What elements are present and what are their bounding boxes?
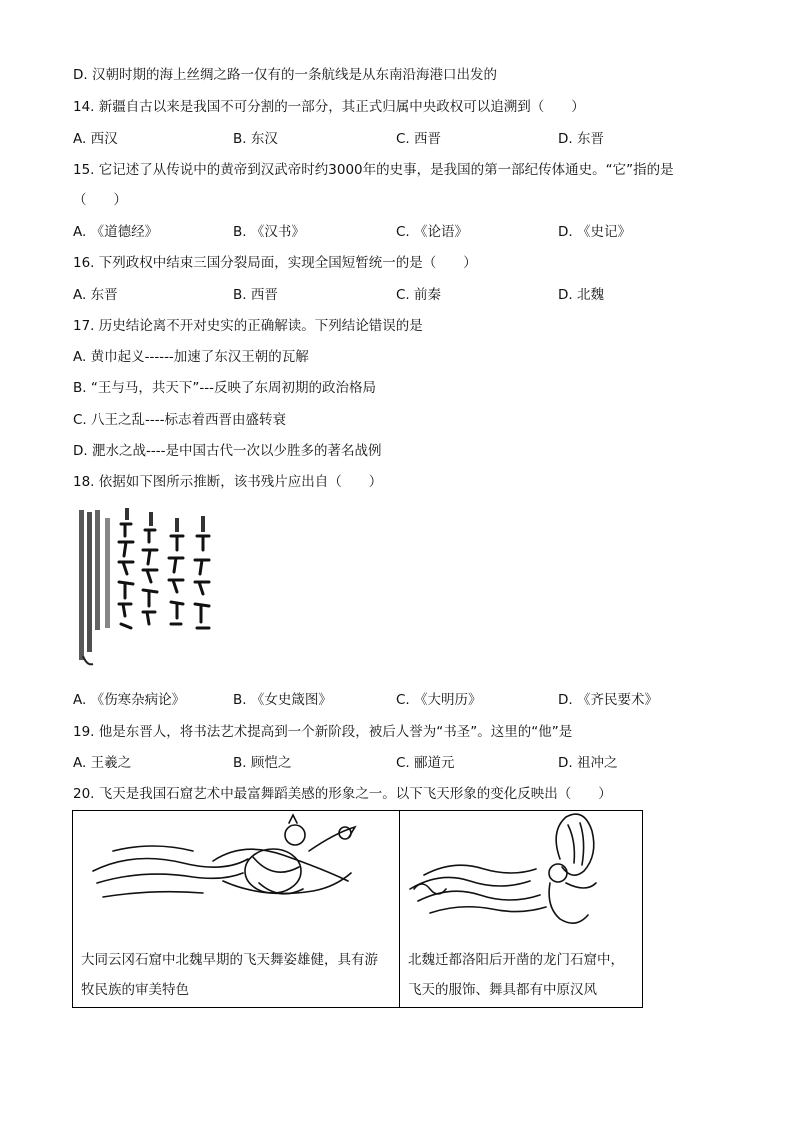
q18-option-a: A. 《伤寒杂病论》 [73, 692, 186, 708]
q19-option-c: C. 郦道元 [396, 755, 455, 771]
table-cell-yungang [73, 811, 400, 1007]
q19-options [73, 753, 713, 773]
q19-stem: 19. 他是东晋人，将书法艺术提高到一个新阶段，被后人誉为“书圣”。这里的“他”是 [73, 724, 573, 740]
q18-option-c: C. 《大明历》 [396, 692, 482, 708]
q14-options [73, 129, 713, 149]
q17-option-d: D. 淝水之战----是中国古代一次以少胜多的著名战例 [73, 443, 382, 459]
flying-apsaras-table [72, 810, 643, 1008]
q16-option-b: B. 西晋 [233, 287, 278, 303]
q18-option-b: B. 《女史箴图》 [233, 692, 332, 708]
longmen-apsara-drawing [400, 811, 642, 941]
q16-stem: 16. 下列政权中结束三国分裂局面，实现全国短暂统一的是（ ） [73, 255, 477, 271]
q16-option-d: D. 北魏 [558, 287, 604, 303]
longmen-caption: 北魏迁都洛阳后开凿的龙门石窟中，飞天的服饰、舞具都有中原汉风 [408, 952, 624, 998]
q15-option-b: B. 《汉书》 [233, 224, 305, 240]
q19-option-b: B. 顾恺之 [233, 755, 292, 771]
book-fragment-drawing [73, 506, 223, 676]
q17-option-b: B. “王与马，共天下”---反映了东周初期的政治格局 [73, 380, 376, 396]
q17-option-c: C. 八王之乱----标志着西晋由盛转衰 [73, 412, 286, 428]
q15-option-a: A. 《道德经》 [73, 224, 159, 240]
yungang-caption: 大同云冈石窟中北魏早期的飞天舞姿雄健，具有游牧民族的审美特色 [81, 952, 378, 998]
q17-stem: 17. 历史结论离不开对史实的正确解读。下列结论错误的是 [73, 318, 423, 334]
q18-option-d: D. 《齐民要术》 [558, 692, 658, 708]
q18-options [73, 690, 713, 710]
q16-option-c: C. 前秦 [396, 287, 442, 303]
q16-option-a: A. 东晋 [73, 287, 118, 303]
q16-options [73, 285, 713, 305]
fragment-headers [125, 508, 205, 532]
q15-options [73, 222, 713, 242]
table-cell-longmen [400, 811, 642, 1007]
q14-option-c: C. 西晋 [396, 131, 442, 147]
q15-option-d: D. 《史记》 [558, 224, 631, 240]
q13-option-d: D. 汉朝时期的海上丝绸之路一仅有的一条航线是从东南沿海港口出发的 [73, 67, 497, 83]
q15-stem: 15. 它记述了从传说中的黄帝到汉武帝时约3000年的史事，是我国的第一部纪传体通史。“它”指的是 [73, 162, 674, 178]
fragment-small-text [79, 510, 110, 660]
q20-stem: 20. 飞天是我国石窟艺术中最富舞蹈美感的形象之一。以下飞天形象的变化反映出（ ） [73, 786, 612, 802]
q19-option-d: D. 祖冲之 [558, 755, 618, 771]
q17-option-a: A. 黄巾起义------加速了东汉王朝的瓦解 [73, 349, 309, 365]
q14-option-d: D. 东晋 [558, 131, 604, 147]
q14-option-b: B. 东汉 [233, 131, 278, 147]
book-fragment-image [73, 506, 223, 676]
q15-option-c: C. 《论语》 [396, 224, 469, 240]
q14-option-a: A. 西汉 [73, 131, 118, 147]
fragment-big-columns [119, 524, 209, 628]
q19-option-a: A. 王羲之 [73, 755, 132, 771]
q15-stem-cont: （ ） [73, 192, 127, 208]
yungang-apsara-drawing [73, 811, 400, 941]
q18-stem: 18. 依据如下图所示推断，该书残片应出自（ ） [73, 474, 383, 490]
q14-stem: 14. 新疆自古以来是我国不可分割的一部分，其正式归属中央政权可以追溯到（ ） [73, 99, 585, 115]
